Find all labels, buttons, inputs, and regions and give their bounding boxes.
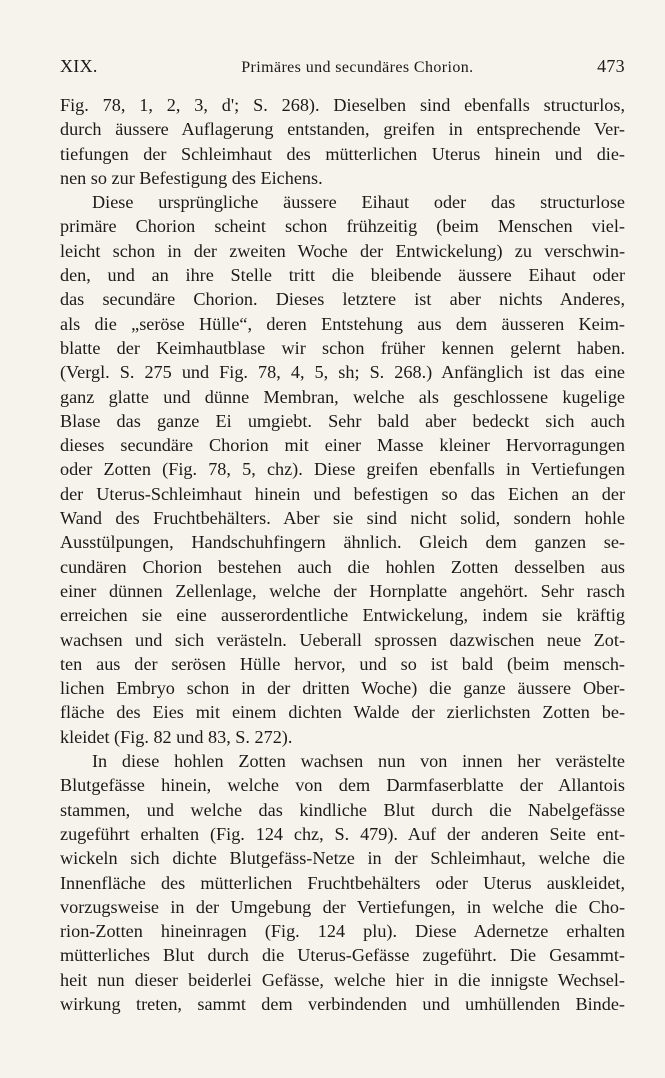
running-title: Primäres und secundäres Chorion. (241, 59, 474, 76)
text-line: oder Zotten (Fig. 78, 5, chz). Diese greifen ebenfalls in Vertiefungen (60, 459, 625, 480)
chapter-number: XIX. (60, 56, 98, 76)
text-line: primäre Chorion scheint schon frühzeitig (beim Menschen viel- (60, 216, 625, 237)
text-line: Innenfläche des mütterlichen Fruchtbehälters oder Uterus auskleidet, (60, 872, 625, 893)
text-line: fläche des Eies mit einem dichten Walde der zierlichsten Zotten be- (60, 702, 625, 723)
text-line: Wand des Fruchtbehälters. Aber sie sind nicht solid, sondern hohle (60, 508, 625, 529)
text-line: rion-Zotten hineinragen (Fig. 124 plu). Diese Adernetze erhalten (60, 921, 625, 942)
text-line: vorzugsweise in der Umgebung der Vertiefungen, in welche die Cho- (60, 896, 625, 917)
text-line: erreichen sie eine ausserordentliche Entwickelung, indem sie kräftig (60, 605, 625, 626)
text-line: wickeln sich dichte Blutgefäss-Netze in der Schleimhaut, welche die (60, 848, 625, 869)
text-line: stammen, und welche das kindliche Blut durch die Nabelgefässe (60, 799, 625, 820)
text-line: den, und an ihre Stelle tritt die bleibende äussere Eihaut oder (60, 265, 625, 286)
text-line: wachsen und sich verästeln. Ueberall sprossen dazwischen neue Zot- (60, 629, 625, 650)
text-line: heit nun dieser beiderlei Gefässe, welche hier in die innigste Wechsel- (60, 969, 625, 990)
text-line: dieses secundäre Chorion mit einer Masse kleiner Hervorragungen (60, 435, 625, 456)
text-line: tiefungen der Schleimhaut des mütterlichen Uterus hinein und die- (60, 143, 625, 164)
text-line: mütterliches Blut durch die Uterus-Gefässe zugeführt. Die Gesammt- (60, 945, 625, 966)
text-line: blatte der Keimhautblase wir schon früher kennen gelernt haben. (60, 337, 625, 358)
text-line: als die „seröse Hülle“, deren Entstehung aus dem äusseren Keim- (60, 313, 625, 334)
text-line: zugeführt erhalten (Fig. 124 chz, S. 479). Auf der anderen Seite ent- (60, 823, 625, 844)
text-line: durch äussere Auflagerung entstanden, greifen in entsprechende Ver- (60, 119, 625, 140)
text-line: ten aus der serösen Hülle hervor, und so ist bald (beim mensch- (60, 653, 625, 674)
text-line: einer dünnen Zellenlage, welche der Hornplatte angehört. Sehr rasch (60, 580, 625, 601)
text-line: (Vergl. S. 275 und Fig. 78, 4, 5, sh; S. 268.) Anfänglich ist das eine (60, 362, 625, 383)
text-line: kleidet (Fig. 82 und 83, S. 272). (60, 726, 293, 747)
paragraph-start-line: In diese hohlen Zotten wachsen nun von innen her verästelte (92, 751, 625, 772)
page-number: 473 (597, 56, 625, 76)
text-line: ganz glatte und dünne Membran, welche als geschlossene kugelige (60, 386, 625, 407)
text-line: Fig. 78, 1, 2, 3, d'; S. 268). Dieselben sind ebenfalls structurlos, (60, 95, 625, 115)
text-line: leicht schon in der zweiten Woche der Entwickelung) zu verschwin- (60, 240, 625, 261)
text-line: wirkung treten, sammt dem verbindenden und umhüllenden Binde- (60, 993, 625, 1014)
text-line: Ausstülpungen, Handschuhfingern ähnlich. Gleich dem ganzen se- (60, 532, 625, 553)
running-header (60, 56, 625, 77)
text-line: lichen Embryo schon in der dritten Woche) die ganze äussere Ober- (60, 678, 625, 699)
text-line: Blase das ganze Ei umgiebt. Sehr bald aber bedeckt sich auch (60, 410, 625, 431)
text-line: cundären Chorion bestehen auch die hohlen Zotten desselben aus (60, 556, 625, 577)
text-line: Blutgefässe hinein, welche von dem Darmfaserblatte der Allantois (60, 775, 625, 796)
text-line: das secundäre Chorion. Dieses letztere ist aber nichts Anderes, (60, 289, 625, 310)
text-line: der Uterus-Schleimhaut hinein und befestigen so das Eichen an der (60, 483, 625, 504)
body-text (60, 93, 625, 1016)
text-line: nen so zur Befestigung des Eichens. (60, 167, 323, 188)
paragraph-start-line: Diese ursprüngliche äussere Eihaut oder das structurlose (92, 192, 625, 213)
